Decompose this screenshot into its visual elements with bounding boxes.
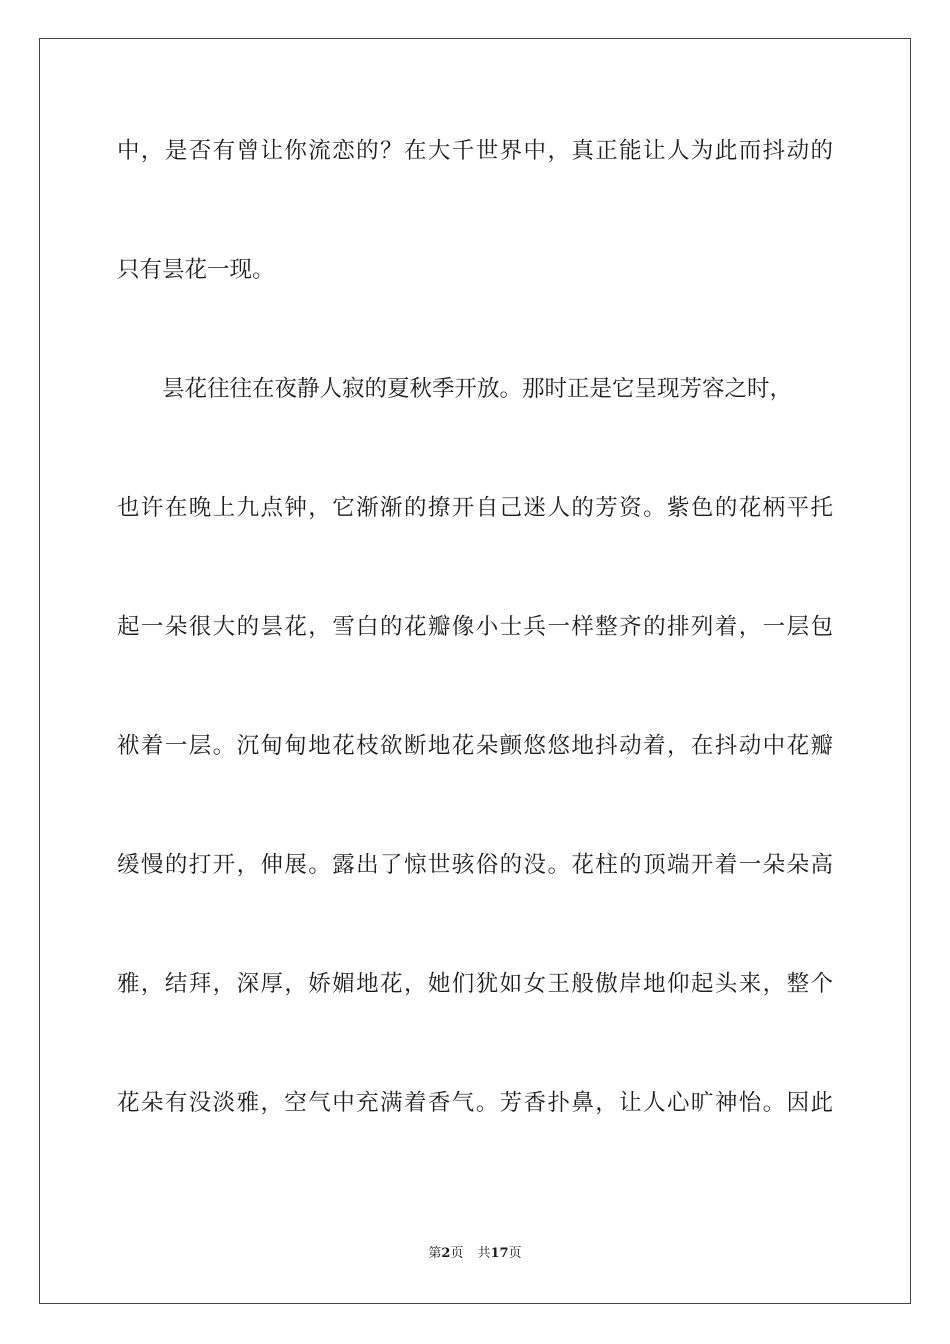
page-number-footer xyxy=(0,1244,950,1264)
text-line: 中，是否有曾让你流恋的？在大千世界中，真正能让人为此而抖动的 xyxy=(117,138,833,164)
text-line: 缓慢的打开，伸展。露出了惊世骇俗的没。花柱的顶端开着一朵朵高 xyxy=(117,852,833,878)
total-page-count: 17 xyxy=(490,1246,509,1261)
paragraph-first-line: 昙花往往在夜静人寂的夏秋季开放。那时正是它呈现芳容之时， xyxy=(162,376,793,402)
page-prefix: 第 xyxy=(428,1246,442,1261)
document-body xyxy=(117,124,833,1195)
total-prefix: 共 xyxy=(477,1246,491,1261)
page-unit: 页 xyxy=(450,1246,464,1261)
text-line: 也许在晚上九点钟，它渐渐的撩开自己迷人的芳资。紫色的花柄平托 xyxy=(117,495,833,521)
total-unit: 页 xyxy=(508,1246,522,1261)
current-page-number: 2 xyxy=(441,1246,451,1261)
text-line: 花朵有没淡雅，空气中充满着香气。芳香扑鼻，让人心旷神怡。因此 xyxy=(117,1090,833,1116)
text-line: 雅，结拜，深厚，娇媚地花，她们犹如女王般傲岸地仰起头来，整个 xyxy=(117,971,833,997)
text-line: 袱着一层。沉甸甸地花枝欲断地花朵颤悠悠地抖动着，在抖动中花瓣 xyxy=(117,733,833,759)
text-line: 起一朵很大的昙花，雪白的花瓣像小士兵一样整齐的排列着，一层包 xyxy=(117,614,833,640)
text-line: 只有昙花一现。 xyxy=(117,257,275,283)
